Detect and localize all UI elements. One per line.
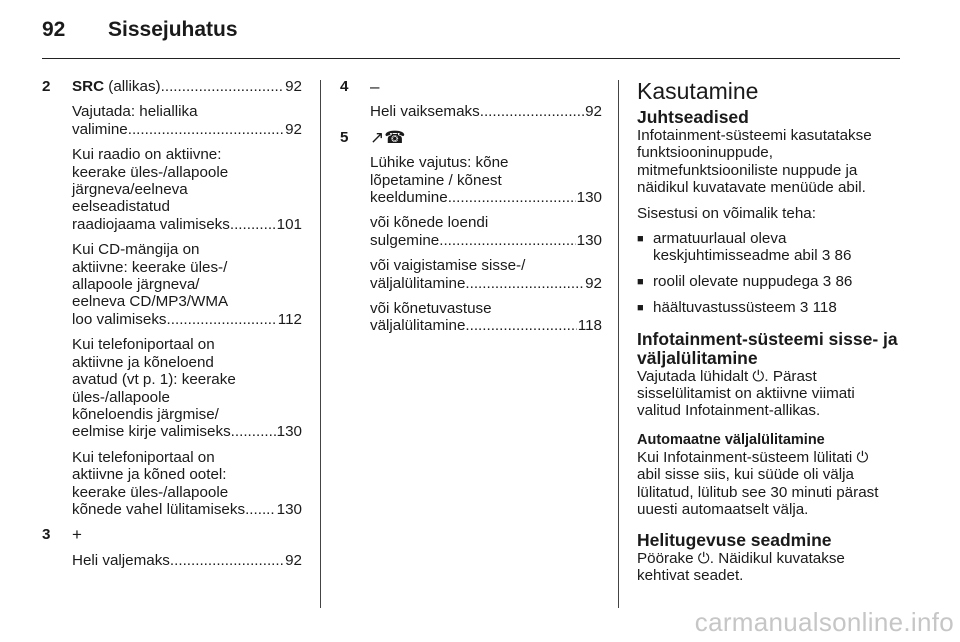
bullet-icon: ■	[637, 302, 644, 315]
paragraph: Infotainment-süsteemi kasutatakse funktsiooninuppude, mitmefunktsiooniliste nuppude ja näidikul kuvatavate menüüde abil.	[637, 127, 872, 197]
page-ref-arrow-icon: 3	[799, 299, 809, 317]
page-ref: 118	[577, 317, 602, 335]
item-number: 3	[42, 526, 51, 544]
paragraph: Vajutada: heliallika valimine ..... 92	[72, 103, 302, 138]
src-line: SRC (allikas) ..... 92	[72, 78, 302, 95]
middle-column	[340, 78, 602, 351]
column-divider-right	[618, 80, 619, 608]
section-heading: Kasutamine	[637, 78, 759, 104]
page-ref: 130	[576, 189, 602, 207]
paragraph: Lühike vajutus: kõne lõpetamine / kõnest keeldumine ..... 130	[370, 154, 602, 206]
page-ref: 130	[276, 423, 302, 441]
left-column	[42, 78, 302, 577]
page-ref-arrow-icon: 3	[822, 272, 832, 290]
paragraph: Kui CD-mängija on aktiivne: keerake üles-/ allapoole järgneva/ eelneva CD/MP3/WMA loo valimiseks ..... 112	[72, 241, 302, 328]
item-number: 5	[340, 128, 349, 146]
item-3: 3 + Heli valjemaks ..... 92	[42, 526, 302, 569]
page-ref: 92	[585, 274, 602, 292]
hang-up-icon: ↗☎	[370, 127, 406, 147]
paragraph: Kui raadio on aktiivne: keerake üles-/allapoole järgneva/eelneva eelseadistatud raadiojaama valimiseks ..... 101	[72, 146, 302, 233]
bullet-icon: ■	[637, 233, 644, 246]
subsection-title: Automaatne väljalülitamine	[637, 431, 825, 448]
page-ref: 92	[585, 103, 602, 121]
page-ref: 101	[276, 215, 302, 233]
page-ref: 130	[576, 231, 602, 249]
page-ref: 92	[285, 78, 302, 95]
item-number: 4	[340, 78, 349, 95]
minus-icon: –	[370, 77, 380, 96]
page-ref: 118	[812, 299, 837, 317]
list-item: ■ armatuurlaual oleva keskjuhtimisseadme abil 3 86	[637, 230, 852, 265]
paragraph: või kõnetuvastuse väljalülitamine ..... 118	[370, 300, 602, 335]
paragraph: või kõnede loendi sulgemine ..... 130	[370, 214, 602, 249]
right-column	[637, 78, 902, 584]
item-4: 4 – Heli vaiksemaks ..... 92	[340, 78, 602, 121]
subsection-title: Infotainment-süsteemi sisse- ja väljalülitamine	[637, 328, 898, 368]
page-header	[42, 18, 238, 42]
page-ref: 86	[835, 272, 853, 290]
item-5	[340, 129, 602, 343]
src-label: SRC	[72, 78, 105, 95]
list-item: ■ roolil olevate nuppudega 3 86	[637, 272, 853, 290]
item-number: 2	[42, 78, 51, 95]
list-item: ■ häältuvastussüsteem 3 118	[637, 299, 837, 317]
subsection-title: Juhtseadised	[637, 107, 749, 127]
page-number: 92	[42, 18, 66, 41]
page-ref: 92	[285, 551, 302, 569]
item-2	[42, 78, 302, 518]
paragraph: Vajutada lühidalt ⏻. Pärast sisselülitamist on aktiivne viimati valitud Infotainment-allikas.	[637, 367, 855, 420]
subsection-title: Helitugevuse seadmine	[637, 529, 832, 550]
paragraph: Kui Infotainment-süsteem lülitati ⏻ abil sisse siis, kui süüde oli välja lülitatud, lülitub see 30 minuti pärast uuesti automaatselt välja.	[637, 448, 879, 519]
column-divider-left	[320, 80, 321, 608]
paragraph: või vaigistamise sisse-/ väljalülitamine ..... 92	[370, 257, 602, 292]
page-ref-arrow-icon: 3	[821, 247, 831, 265]
page-ref: 130	[276, 500, 302, 518]
bullet-icon: ■	[637, 275, 644, 288]
paragraph: Kui telefoniportaal on aktiivne ja kõneloend avatud (vt p. 1): keerake üles-/allapoole kõneloendis järgmise/ eelmise kirje valimiseks ..... 130	[72, 336, 302, 440]
paragraph: Sisestusi on võimalik teha:	[637, 204, 816, 222]
page-ref: 92	[285, 120, 302, 138]
paragraph: Pöörake ⏻. Näidikul kuvatakse kehtivat seadet.	[637, 549, 845, 584]
header-rule	[42, 58, 900, 59]
page-ref: 112	[277, 310, 302, 328]
paragraph: Kui telefoniportaal on aktiivne ja kõned ootel: keerake üles-/allapoole kõnede vahel lülitamiseks ..... 130	[72, 449, 302, 519]
page-title: Sissejuhatus	[108, 18, 238, 41]
plus-icon: +	[72, 525, 82, 545]
watermark: carmanualsonline.info	[694, 607, 954, 637]
page-ref: 86	[834, 247, 852, 265]
